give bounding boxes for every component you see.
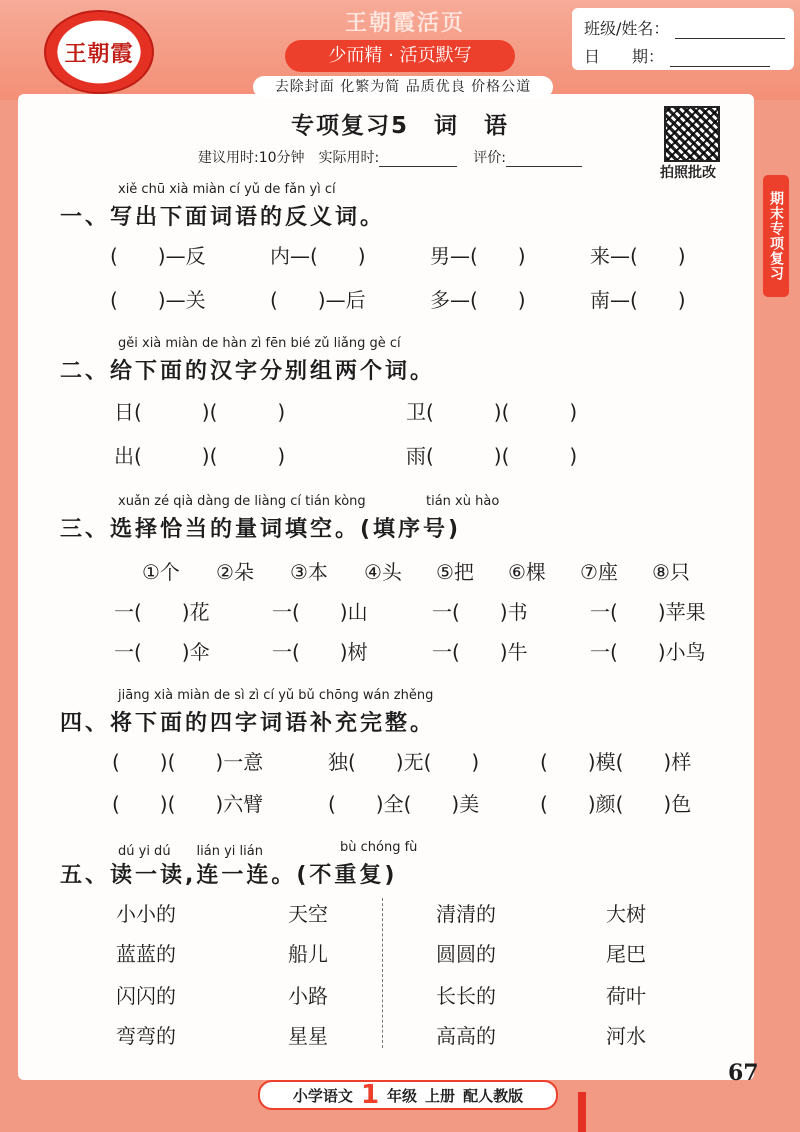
match-right-b[interactable]: 大树 xyxy=(606,902,646,926)
s3-item[interactable]: 一( )牛 xyxy=(432,640,528,664)
s3-item[interactable]: 一( )树 xyxy=(272,640,368,664)
s2-row2 xyxy=(0,440,800,476)
qr-label: 拍照批改 xyxy=(660,165,716,181)
option: ⑥棵 xyxy=(508,560,546,584)
s1-item[interactable]: 内—( ) xyxy=(270,244,366,268)
s5-pinyin: dú yi dú lián yi lián xyxy=(118,844,263,859)
s3-pinyin: xuǎn zé qià dàng de liàng cí tián kòng xyxy=(118,494,366,509)
match-right-a[interactable]: 圆圆的 xyxy=(436,942,496,966)
s5-row xyxy=(0,1020,800,1056)
class-name-row xyxy=(584,16,785,39)
brand-logo xyxy=(44,10,154,94)
s1-item[interactable]: 男—( ) xyxy=(430,244,526,268)
option: ⑧只 xyxy=(652,560,690,584)
suggested-time: 建议用时:10分钟 xyxy=(198,150,305,166)
s4-row1 xyxy=(0,746,800,782)
match-right-a[interactable]: 长长的 xyxy=(436,984,496,1008)
slogan: 去除封面 化繁为简 品质优良 价格公道 xyxy=(253,76,553,98)
option: ⑤把 xyxy=(436,560,474,584)
eval-label: 评价: xyxy=(473,150,506,166)
s4-item[interactable]: ( )颜( )色 xyxy=(540,792,692,816)
student-info-box xyxy=(572,8,794,70)
actual-time-blank[interactable] xyxy=(379,152,457,167)
s2-pinyin: gěi xià miàn de hàn zì fēn bié zǔ liǎng gè cí xyxy=(118,336,401,351)
footer-grade-number: 1 xyxy=(360,1080,380,1110)
match-left-b[interactable]: 船儿 xyxy=(288,942,328,966)
bookmark-ribbon xyxy=(578,1092,586,1132)
s4-item[interactable]: ( )( )六臂 xyxy=(112,792,264,816)
s5-heading: 五、读一读,连一连。(不重复) xyxy=(60,863,398,888)
match-left-a[interactable]: 弯弯的 xyxy=(116,1024,176,1048)
option: ③本 xyxy=(290,560,328,584)
logo-text: 王朝霞 xyxy=(64,40,134,67)
footer-pill xyxy=(258,1080,558,1110)
match-left-a[interactable]: 蓝蓝的 xyxy=(116,942,176,966)
s4-item[interactable]: ( )( )一意 xyxy=(112,750,264,774)
s4-row2 xyxy=(0,788,800,824)
s1-heading: 一、写出下面词语的反义词。 xyxy=(60,205,386,230)
s1-item[interactable]: ( )—后 xyxy=(270,288,366,312)
s1-item[interactable]: 多—( ) xyxy=(430,288,526,312)
option: ④头 xyxy=(364,560,402,584)
footer-subject: 小学语文 xyxy=(292,1086,353,1105)
footer-term: 上册 xyxy=(425,1086,456,1105)
class-name-blank[interactable] xyxy=(675,22,785,39)
s3-item[interactable]: 一( )小鸟 xyxy=(590,640,706,664)
match-right-a[interactable]: 清清的 xyxy=(436,902,496,926)
eval-blank[interactable] xyxy=(506,152,582,167)
match-left-a[interactable]: 小小的 xyxy=(116,902,176,926)
s3-item[interactable]: 一( )苹果 xyxy=(590,600,706,624)
s3-item[interactable]: 一( )山 xyxy=(272,600,368,624)
date-blank[interactable] xyxy=(670,50,770,67)
side-tab: 期末专项复习 xyxy=(763,175,789,297)
s2-item[interactable]: 雨( )( ) xyxy=(406,444,578,468)
s3-heading: 三、选择恰当的量词填空。(填序号) xyxy=(60,517,462,542)
s5-row xyxy=(0,980,800,1016)
s3-options xyxy=(0,556,800,592)
s4-item[interactable]: ( )模( )样 xyxy=(540,750,692,774)
option: ②朵 xyxy=(216,560,254,584)
s3-item[interactable]: 一( )伞 xyxy=(114,640,210,664)
s4-item[interactable]: ( )全( )美 xyxy=(328,792,480,816)
s5-row xyxy=(0,938,800,974)
s3-pinyin-2: tián xù hào xyxy=(426,494,500,509)
s1-row2 xyxy=(0,284,800,320)
s3-row1 xyxy=(0,596,800,632)
match-left-b[interactable]: 小路 xyxy=(288,984,328,1008)
s2-row1 xyxy=(0,396,800,432)
match-right-b[interactable]: 尾巴 xyxy=(606,942,646,966)
s2-heading: 二、给下面的汉字分别组两个词。 xyxy=(60,359,436,384)
match-right-b[interactable]: 河水 xyxy=(606,1024,646,1048)
page-title: 专项复习5 词 语 xyxy=(290,113,509,139)
match-right-a[interactable]: 高高的 xyxy=(436,1024,496,1048)
s1-item[interactable]: ( )—反 xyxy=(110,244,206,268)
match-left-b[interactable]: 天空 xyxy=(288,902,328,926)
subtitle-pill: 少而精 · 活页默写 xyxy=(285,40,515,72)
s3-row2 xyxy=(0,636,800,672)
footer-edition: 配人教版 xyxy=(463,1086,524,1105)
footer-grade: 年级 xyxy=(387,1086,418,1105)
s3-item[interactable]: 一( )书 xyxy=(432,600,528,624)
match-left-b[interactable]: 星星 xyxy=(288,1024,328,1048)
s2-item[interactable]: 日( )( ) xyxy=(114,400,286,424)
s2-item[interactable]: 卫( )( ) xyxy=(406,400,578,424)
s1-item[interactable]: 南—( ) xyxy=(590,288,686,312)
match-right-b[interactable]: 荷叶 xyxy=(606,984,646,1008)
s3-item[interactable]: 一( )花 xyxy=(114,600,210,624)
s1-row1 xyxy=(0,240,800,276)
match-left-a[interactable]: 闪闪的 xyxy=(116,984,176,1008)
page-number: 67 xyxy=(728,1060,759,1086)
actual-time-label: 实际用时: xyxy=(318,150,380,166)
date-label: 日 期： xyxy=(584,47,665,66)
qr-code[interactable] xyxy=(664,106,720,162)
time-meta xyxy=(198,147,582,167)
s1-item[interactable]: 来—( ) xyxy=(590,244,686,268)
s1-pinyin: xiě chū xià miàn cí yǔ de fǎn yì cí xyxy=(118,182,336,197)
date-row xyxy=(584,44,770,67)
s4-pinyin: jiāng xià miàn de sì zì cí yǔ bǔ chōng wán zhěng xyxy=(118,688,434,703)
brand-title: 王朝霞活页 xyxy=(344,10,465,36)
option: ⑦座 xyxy=(580,560,618,584)
option: ①个 xyxy=(142,560,180,584)
s5-row xyxy=(0,898,800,934)
class-name-label: 班级/姓名： xyxy=(584,19,670,38)
s4-item[interactable]: 独( )无( ) xyxy=(328,750,480,774)
s4-heading: 四、将下面的四字词语补充完整。 xyxy=(60,711,436,736)
s1-item[interactable]: ( )—关 xyxy=(110,288,206,312)
s2-item[interactable]: 出( )( ) xyxy=(114,444,286,468)
s5-pinyin-2: bù chóng fù xyxy=(340,840,418,855)
